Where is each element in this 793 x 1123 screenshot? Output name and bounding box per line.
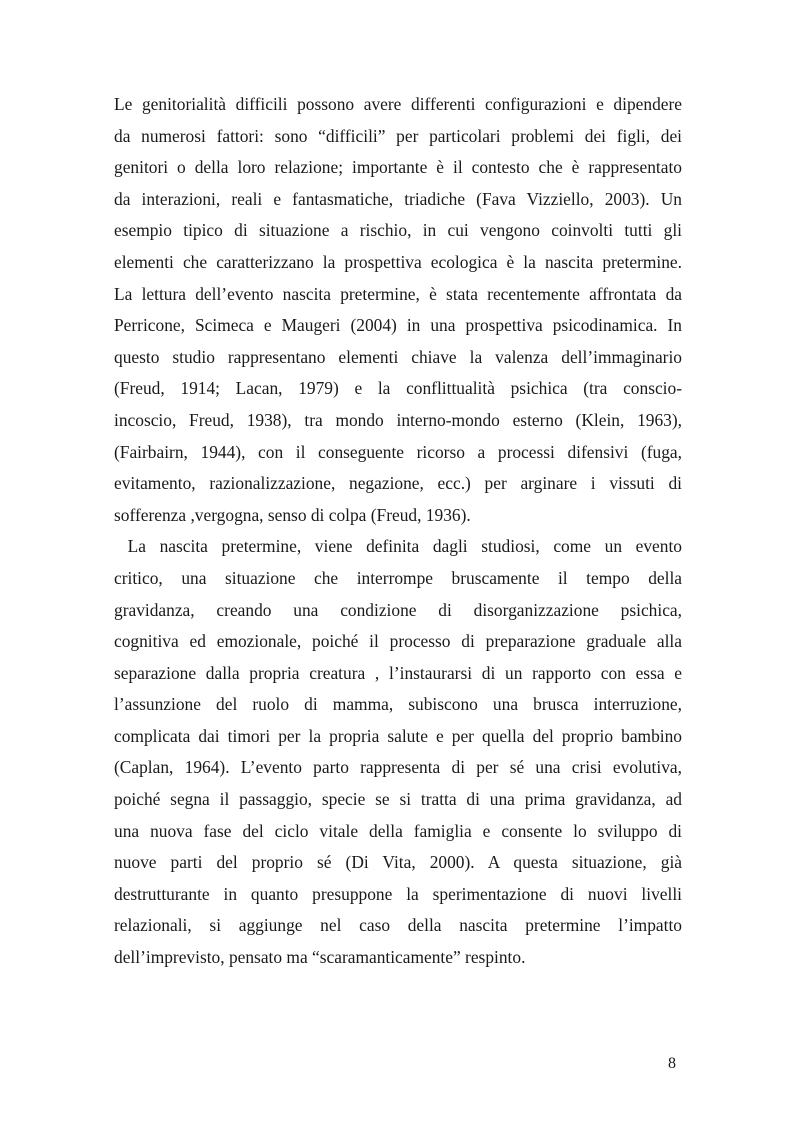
text-line: (Fairbairn, 1944), con il conseguente ricorso a processi difensivi (fuga, [114, 441, 682, 462]
text-line: l’assunzione del ruolo di mamma, subiscono una brusca interruzione, [114, 694, 682, 715]
text-line: separazione dalla propria creatura , l’instaurarsi di un rapporto con essa e [114, 662, 682, 683]
text-line: questo studio rappresentano elementi chiave la valenza dell’immaginario [114, 346, 682, 367]
text-line: sofferenza ,vergogna, senso di colpa (Freud, 1936). [114, 504, 471, 525]
page-number: 8 [668, 1055, 676, 1072]
text-line: elementi che caratterizzano la prospettiva ecologica è la nascita pretermine. [114, 251, 682, 272]
text-line: genitori o della loro relazione; importante è il contesto che è rappresentato [114, 157, 682, 178]
text-line: relazionali, si aggiunge nel caso della nascita pretermine l’impatto [114, 915, 682, 936]
text-line: nuove parti del proprio sé (Di Vita, 2000). A questa situazione, già [114, 852, 682, 873]
text-line: Le genitorialità difficili possono avere differenti configurazioni e dipendere [114, 94, 682, 114]
text-line: (Freud, 1914; Lacan, 1979) e la conflittualità psichica (tra conscio- [114, 378, 682, 399]
paragraph [114, 531, 682, 973]
text-line: critico, una situazione che interrompe bruscamente il tempo della [114, 567, 682, 588]
text-line: cognitiva ed emozionale, poiché il processo di preparazione graduale alla [114, 631, 682, 652]
text-line: Perricone, Scimeca e Maugeri (2004) in una prospettiva psicodinamica. In [114, 315, 682, 336]
text-line: incoscio, Freud, 1938), tra mondo interno-mondo esterno (Klein, 1963), [114, 409, 682, 430]
text-line: gravidanza, creando una condizione di disorganizzazione psichica, [114, 599, 682, 620]
text-line: destrutturante in quanto presuppone la sperimentazione di nuovi livelli [114, 883, 682, 904]
text-line: La nascita pretermine, viene definita dagli studiosi, come un evento [114, 536, 682, 557]
text-line: complicata dai timori per la propria salute e per quella del proprio bambino [114, 725, 682, 746]
text-line: da numerosi fattori: sono “difficili” per particolari problemi dei figli, dei [114, 125, 682, 146]
text-line: dell’imprevisto, pensato ma “scaramanticamente” respinto. [114, 947, 526, 968]
text-line: da interazioni, reali e fantasmatiche, triadiche (Fava Vizziello, 2003). Un [114, 188, 682, 209]
text-line: esempio tipico di situazione a rischio, in cui vengono coinvolti tutti gli [114, 220, 682, 241]
text-line: (Caplan, 1964). L’evento parto rappresenta di per sé una crisi evolutiva, [114, 757, 682, 778]
text-line: poiché segna il passaggio, specie se si tratta di una prima gravidanza, ad [114, 789, 682, 810]
text-line: una nuova fase del ciclo vitale della famiglia e consente lo sviluppo di [114, 820, 682, 841]
text-line: La lettura dell’evento nascita pretermine, è stata recentemente affrontata da [114, 283, 682, 304]
text-line: evitamento, razionalizzazione, negazione, ecc.) per arginare i vissuti di [114, 473, 682, 494]
body-text [114, 89, 682, 974]
paragraph [114, 89, 682, 531]
